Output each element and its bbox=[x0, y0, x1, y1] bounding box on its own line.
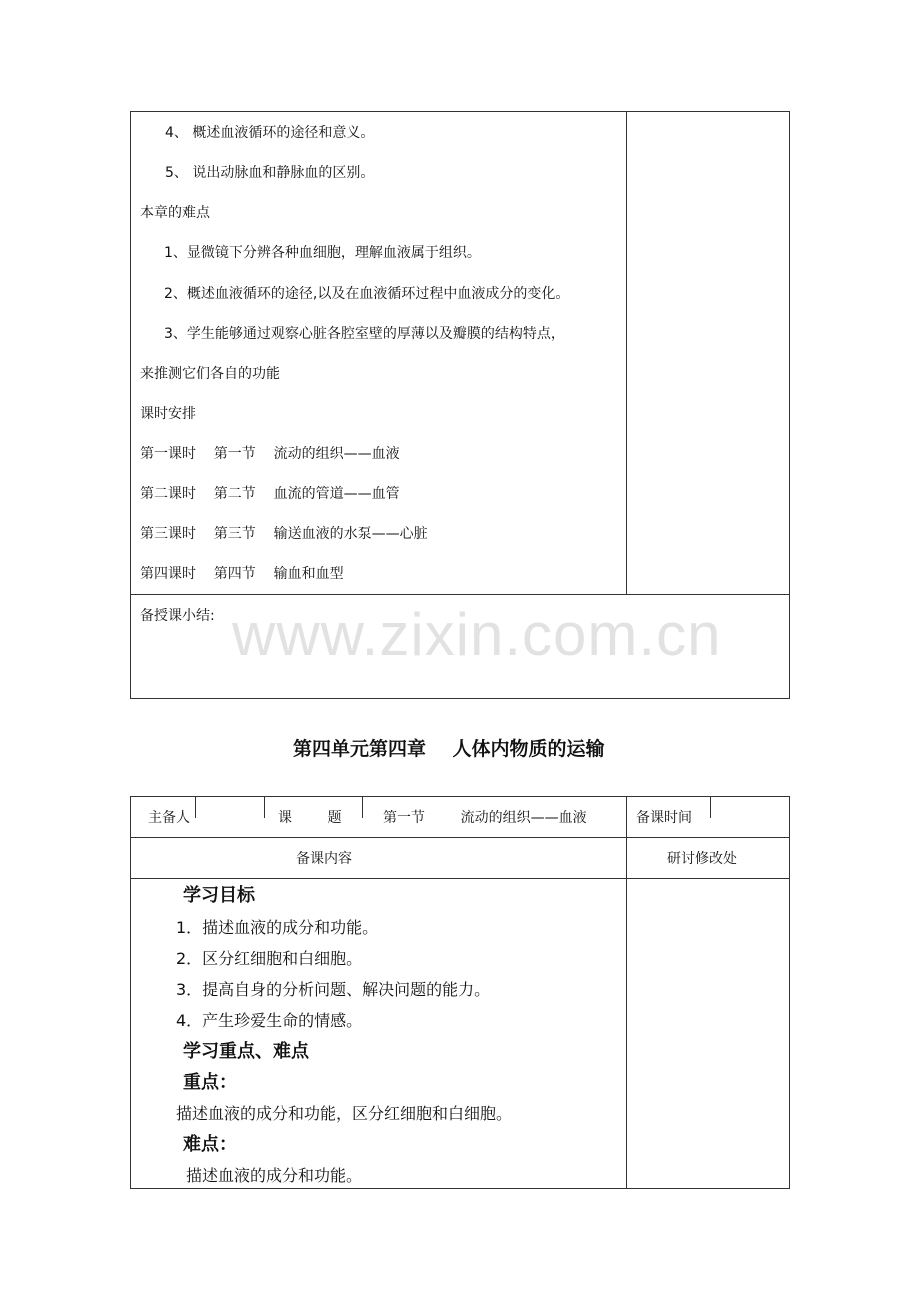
schedule-row-2: 第二课时 第二节 血流的管道——血管 bbox=[140, 486, 400, 502]
objectives-heading: 学习目标 bbox=[183, 885, 255, 906]
topic-label: 课 题 bbox=[278, 810, 342, 826]
difficulty-item-3: 3、学生能够通过观察心脏各腔室壁的厚薄以及瓣膜的结构特点， bbox=[164, 326, 565, 342]
difficulty-item-2: 2、概述血液循环的途径,以及在血液循环过程中血液成分的变化。 bbox=[164, 286, 570, 302]
prep-time-label: 备课时间 bbox=[636, 810, 692, 826]
schedule-row-3: 第三课时 第三节 输送血液的水泵——心脏 bbox=[140, 526, 428, 542]
schedule-heading: 课时安排 bbox=[140, 406, 196, 422]
key-point-text: 描述血液的成分和功能，区分红细胞和白细胞。 bbox=[176, 1104, 513, 1123]
key-heading: 学习重点、难点 bbox=[183, 1041, 309, 1062]
schedule-row-4: 第四课时 第四节 输血和血型 bbox=[140, 566, 344, 582]
difficulty-item-3-cont: 来推测它们各自的功能 bbox=[140, 366, 280, 382]
hard-point-label: 难点： bbox=[183, 1134, 237, 1155]
difficulty-item-1: 1、显微镜下分辨各种血细胞，理解血液属于组织。 bbox=[164, 245, 481, 261]
objective-item-5: 5、 说出动脉血和静脉血的区别。 bbox=[165, 165, 375, 181]
objective-4: 4．产生珍爱生命的情感。 bbox=[176, 1011, 363, 1030]
revise-header: 研讨修改处 bbox=[667, 851, 737, 867]
schedule-row-1: 第一课时 第一节 流动的组织——血液 bbox=[140, 446, 400, 462]
hard-point-text: 描述血液的成分和功能。 bbox=[186, 1166, 363, 1185]
key-point-label: 重点： bbox=[183, 1072, 237, 1093]
difficulty-heading: 本章的难点 bbox=[140, 205, 210, 221]
topic-value: 第一节 流动的组织——血液 bbox=[383, 810, 587, 826]
objective-item-4: 4、 概述血液循环的途径和意义。 bbox=[165, 125, 375, 141]
section-title: 第四单元第四章 人体内物质的运输 bbox=[293, 738, 605, 760]
objective-3: 3．提高自身的分析问题、解决问题的能力。 bbox=[176, 980, 491, 999]
preparer-label: 主备人 bbox=[148, 810, 190, 826]
objective-1: 1．描述血液的成分和功能。 bbox=[176, 918, 379, 937]
content-header: 备课内容 bbox=[296, 851, 352, 867]
watermark: www.zixin.com.cn bbox=[232, 601, 722, 668]
summary-label: 备授课小结: bbox=[140, 608, 215, 624]
objective-2: 2．区分红细胞和白细胞。 bbox=[176, 949, 363, 968]
